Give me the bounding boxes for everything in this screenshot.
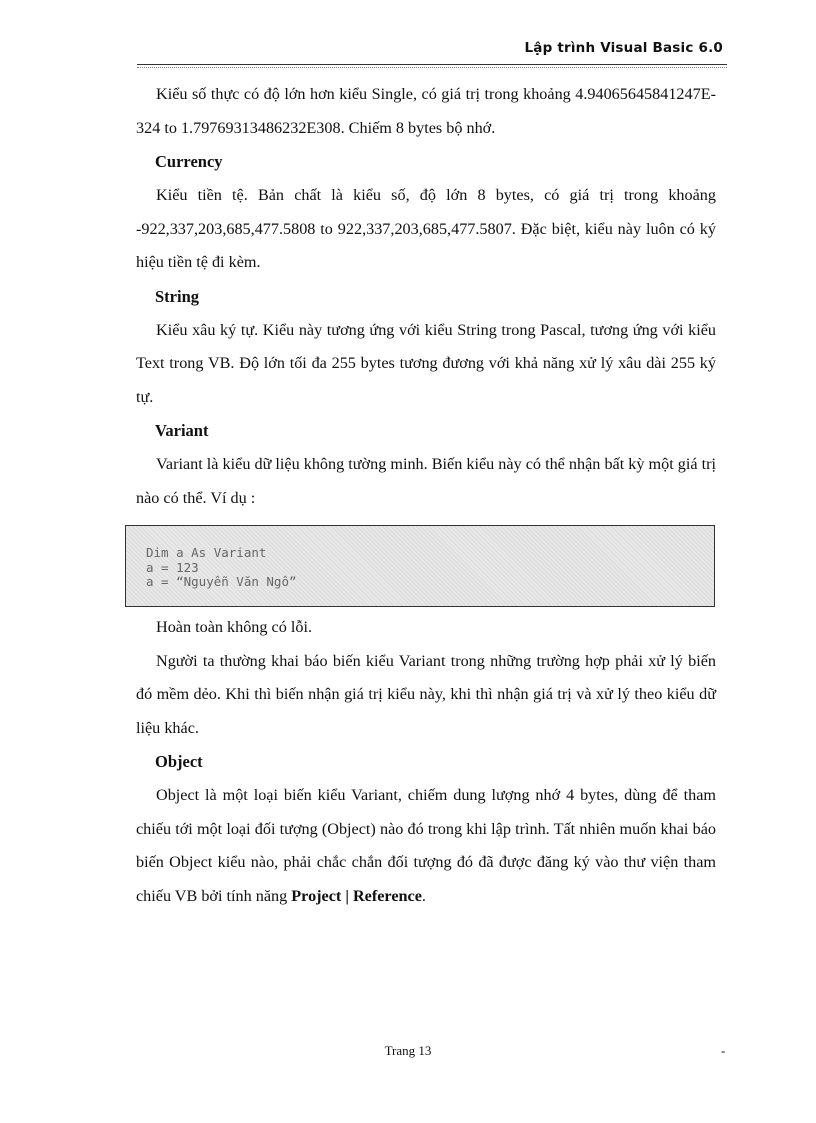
paragraph-variant-usage: Người ta thường khai báo biến kiểu Variant trong những trường hợp phải xử lý biến đó mềm dẻo. Khi thì biến nhận giá trị kiểu này, khi thì nhận giá trị và xử lý theo kiểu dữ liệu khác. [136, 651, 716, 737]
heading-object: Object [155, 752, 203, 771]
paragraph-object [136, 779, 716, 913]
heading-string: String [155, 286, 200, 306]
object-text: Object là một loại biến kiểu Variant, chiếm dung lượng nhớ 4 bytes, dùng để tham chiếu tới một loại đối tượng (Object) nào đó trong khi lập trình. Tất nhiên muốn khai báo biến Object kiểu nào, phải chắc chắn đối tượng đó đã được đăng ký vào thư viện tham chiếu VB bởi tính năng [136, 786, 716, 905]
heading-currency: Currency [155, 152, 223, 171]
header-title: Lập trình Visual Basic 6.0 [524, 40, 723, 56]
code-line: Dim a As Variant [146, 545, 267, 560]
object-text-end: . [421, 886, 426, 905]
code-example-box [125, 525, 715, 607]
page-number: Trang 13 [384, 1043, 432, 1058]
page-body [136, 78, 716, 913]
heading-variant: Variant [155, 421, 209, 440]
code-line: a = “Nguyễn Văn Ngô” [146, 574, 297, 589]
paragraph-string: Kiểu xâu ký tự. Kiểu này tương ứng với kiểu String trong Pascal, tương ứng với kiểu Text trong VB. Độ lớn tối đa 255 bytes tương đương với khả năng xử lý xâu dài 255 ký tự. [136, 320, 716, 406]
code-line: a = 123 [146, 559, 199, 575]
paragraph-variant: Variant là kiểu dữ liệu không tường minh. Biến kiểu này có thể nhận bất kỳ một giá trị nào có thể. Ví dụ : [136, 455, 716, 507]
project-reference-emphasis: Project | Reference [291, 886, 422, 905]
footer-dash: - [721, 1043, 726, 1058]
paragraph-currency: Kiểu tiền tệ. Bản chất là kiểu số, độ lớn 8 bytes, có giá trị trong khoảng -922,337,203,685,477.5808 to 922,337,203,685,477.5807. Đặc biệt, kiểu này luôn có ký hiệu tiền tệ đi kèm. [136, 186, 716, 271]
code-lines [146, 546, 297, 590]
header-divider [137, 67, 727, 68]
paragraph-double-intro: Kiểu số thực có độ lớn hơn kiểu Single, có giá trị trong khoảng 4.94065645841247E-324 to 1.79769313486232E308. Chiếm 8 bytes bộ nhớ. [136, 85, 716, 137]
paragraph-no-error: Hoàn toàn không có lỗi. [156, 618, 313, 636]
page-header [137, 34, 727, 65]
